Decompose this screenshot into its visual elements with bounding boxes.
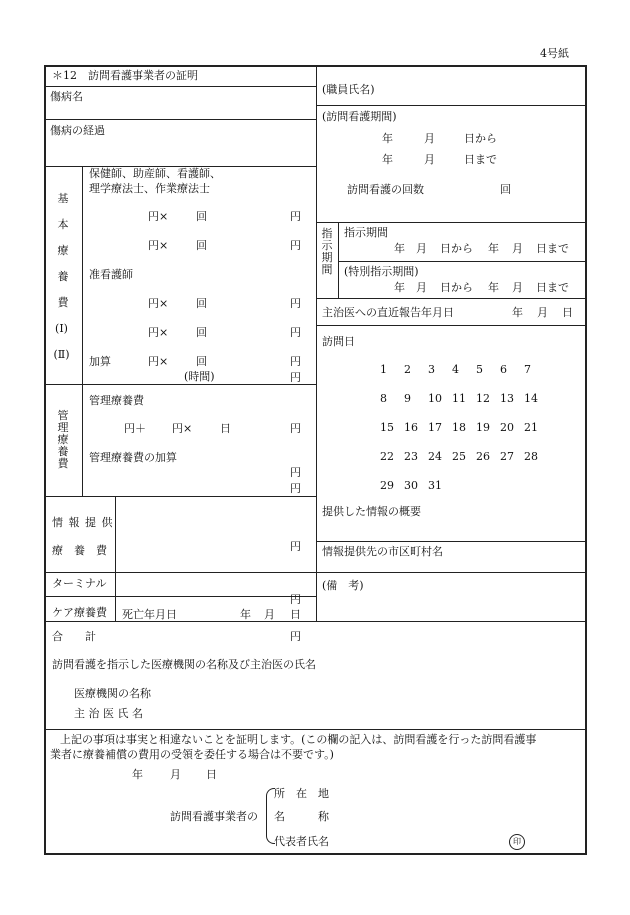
visit-days-label: 訪問日 [322,335,355,348]
visit-count-label: 訪問看護の回数 [347,183,424,196]
line-r6 [316,541,586,542]
instr-from-year: 年 [394,242,405,255]
terminal-yen: 円 [290,593,301,606]
basic-row2-total: 円 [290,239,301,252]
basic-row1-total: 円 [290,210,301,223]
line-r3 [338,261,586,262]
death-date-label: 死亡年月日 [122,608,177,621]
management-total: 円 [290,422,301,435]
visit-day: 14 [524,392,538,405]
disease-name-label: 傷病名 [50,90,83,103]
visit-day: 8 [380,392,387,405]
divider-basic-label [82,166,83,496]
cert-year: 年 [132,768,143,781]
visit-day: 28 [524,450,538,463]
visit-day: 21 [524,421,538,434]
basic-row4-yen: 円× [148,326,169,339]
special-to-year: 年 [488,281,499,294]
management-fee-label: 管理療養費 [89,394,144,407]
special-to-day: 日まで [536,281,569,294]
report-date-label: 主治医への直近報告年月日 [322,306,454,319]
special-from-day: 日から [440,281,473,294]
visit-day: 13 [500,392,514,405]
visit-day: 20 [500,421,514,434]
certification-line-2: 業者に療養補償の費用の受領を委任する場合は不要です。) [50,748,334,761]
cert-day: 日 [206,768,217,781]
visit-day: 9 [404,392,411,405]
address-label: 所 在 地 [274,787,329,800]
info-fee-label-2: 療 養 費 [52,544,107,557]
visit-to-day: 日まで [464,153,497,166]
line-l6 [45,572,316,573]
basic-row4-total: 円 [290,326,301,339]
basic-row2-times: 回 [196,239,207,252]
basic-row3-total: 円 [290,297,301,310]
line-l5 [45,496,316,497]
line-l4 [45,384,316,385]
instr-from-day: 日から [440,242,473,255]
line-total [45,596,316,597]
visit-day: 12 [476,392,490,405]
seal-icon: 印 [509,834,525,850]
visit-day: 19 [476,421,490,434]
visit-day: 5 [476,363,483,376]
management-addition-yen-2: 円 [290,482,301,495]
institution-name-label: 医療機関の名称 [74,687,151,700]
visit-from-day: 日から [464,132,497,145]
line-r7 [316,572,586,573]
visit-from-year: 年 [382,132,393,145]
visit-day: 29 [380,479,394,492]
addition-yen: 円× [148,355,169,368]
assoc-nurse-label: 准看護師 [89,268,133,281]
cert-month: 月 [170,768,181,781]
basic-fee-side-label: 基 本 療 養 費 (Ⅰ) (Ⅱ) [53,192,70,361]
line-r2 [316,222,586,223]
nurse-types: 保健師、助産師、看護師、 [89,167,221,180]
special-to-month: 月 [512,281,523,294]
report-day: 日 [562,306,573,319]
basic-row2-yen: 円× [148,239,169,252]
visit-day: 18 [452,421,466,434]
management-addition-label: 管理療養費の加算 [89,451,177,464]
line-r5 [316,325,586,326]
staff-name-label: (職員氏名) [322,83,375,96]
visit-day: 26 [476,450,490,463]
info-fee-label-1: 情 報 提 供 [52,516,114,529]
terminal-label-1: ターミナル [52,577,107,590]
doctor-name-label: 主 治 医 氏 名 [74,707,143,720]
line-l8 [45,729,586,730]
company-name-label: 名 称 [274,810,329,823]
hours-total: 円 [290,371,301,384]
visit-period-label: (訪問看護期間) [322,110,397,123]
visit-day: 17 [428,421,442,434]
basic-row3-times: 回 [196,297,207,310]
divider-info-label [115,496,116,621]
management-yen-plus: 円＋ [124,422,146,435]
visit-to-month: 月 [424,153,435,166]
instruction-side-label: 指 示 期 間 [321,227,333,276]
line-l1 [45,86,316,87]
divider-instruction-label [338,222,339,298]
visit-day: 4 [452,363,459,376]
remarks-label: (備 考) [322,579,364,592]
divider-main [316,66,317,621]
visit-from-month: 月 [424,132,435,145]
management-yen-times: 円× [172,422,193,435]
basic-row1-times: 回 [196,210,207,223]
death-month: 月 [264,608,275,621]
report-year: 年 [512,306,523,319]
visit-day: 27 [500,450,514,463]
visit-count-unit: 回 [500,183,511,196]
total-yen: 円 [290,630,301,643]
certification-line-1: 上記の事項は事実と相違ないことを証明します。(この欄の記入は、訪問看護を行った訪問看護事 [60,733,537,746]
visit-day: 22 [380,450,394,463]
line-r4 [316,298,586,299]
visit-day: 11 [452,392,466,405]
instr-from-month: 月 [416,242,427,255]
special-instruction-label: (特別指示期間) [344,265,419,278]
addition-times: 回 [196,355,207,368]
death-day: 日 [290,608,301,621]
visit-day: 2 [404,363,411,376]
visit-day: 6 [500,363,507,376]
visit-day: 16 [404,421,418,434]
visit-day: 3 [428,363,435,376]
basic-row3-yen: 円× [148,297,169,310]
instr-to-year: 年 [488,242,499,255]
disease-course-label: 傷病の経過 [50,124,105,137]
visit-day: 31 [428,479,442,492]
line-l2 [45,119,316,120]
info-city-label: 情報提供先の市区町村名 [322,545,443,558]
management-fee-side-label: 管 理 療 養 費 [57,409,69,470]
visit-day: 23 [404,450,418,463]
total-label: 合 計 [52,630,96,643]
visit-to-year: 年 [382,153,393,166]
therapist-types: 理学療法士、作業療法士 [89,182,210,195]
terminal-label-2: ケア療養費 [52,606,107,619]
visit-day: 10 [428,392,442,405]
visit-day: 1 [380,363,387,376]
visit-day: 15 [380,421,394,434]
heading: ＊12 訪問看護事業者の証明 [52,69,198,82]
instr-to-day: 日まで [536,242,569,255]
form-number: 4号紙 [540,47,569,60]
management-addition-yen-1: 円 [290,466,301,479]
basic-row1-yen: 円× [148,210,169,223]
management-day: 日 [220,422,231,435]
special-from-year: 年 [394,281,405,294]
institution-label: 訪問看護を指示した医療機関の名称及び主治医の氏名 [52,658,316,671]
visit-day: 30 [404,479,418,492]
report-month: 月 [537,306,548,319]
line-l7 [45,621,586,622]
info-fee-yen: 円 [290,540,301,553]
basic-row4-times: 回 [196,326,207,339]
addition-label: 加算 [89,355,111,368]
instruction-period-label: 指示期間 [344,226,388,239]
instr-to-month: 月 [512,242,523,255]
representative-label: 代表者氏名 [274,835,329,848]
operator-label: 訪問看護事業者の [170,810,258,823]
visit-day: 7 [524,363,531,376]
line-r1 [316,105,586,106]
visit-day: 24 [428,450,442,463]
visit-day: 25 [452,450,466,463]
hours-label: (時間) [184,370,215,383]
addition-total: 円 [290,355,301,368]
special-from-month: 月 [416,281,427,294]
death-year: 年 [240,608,251,621]
info-summary-label: 提供した情報の概要 [322,505,421,518]
